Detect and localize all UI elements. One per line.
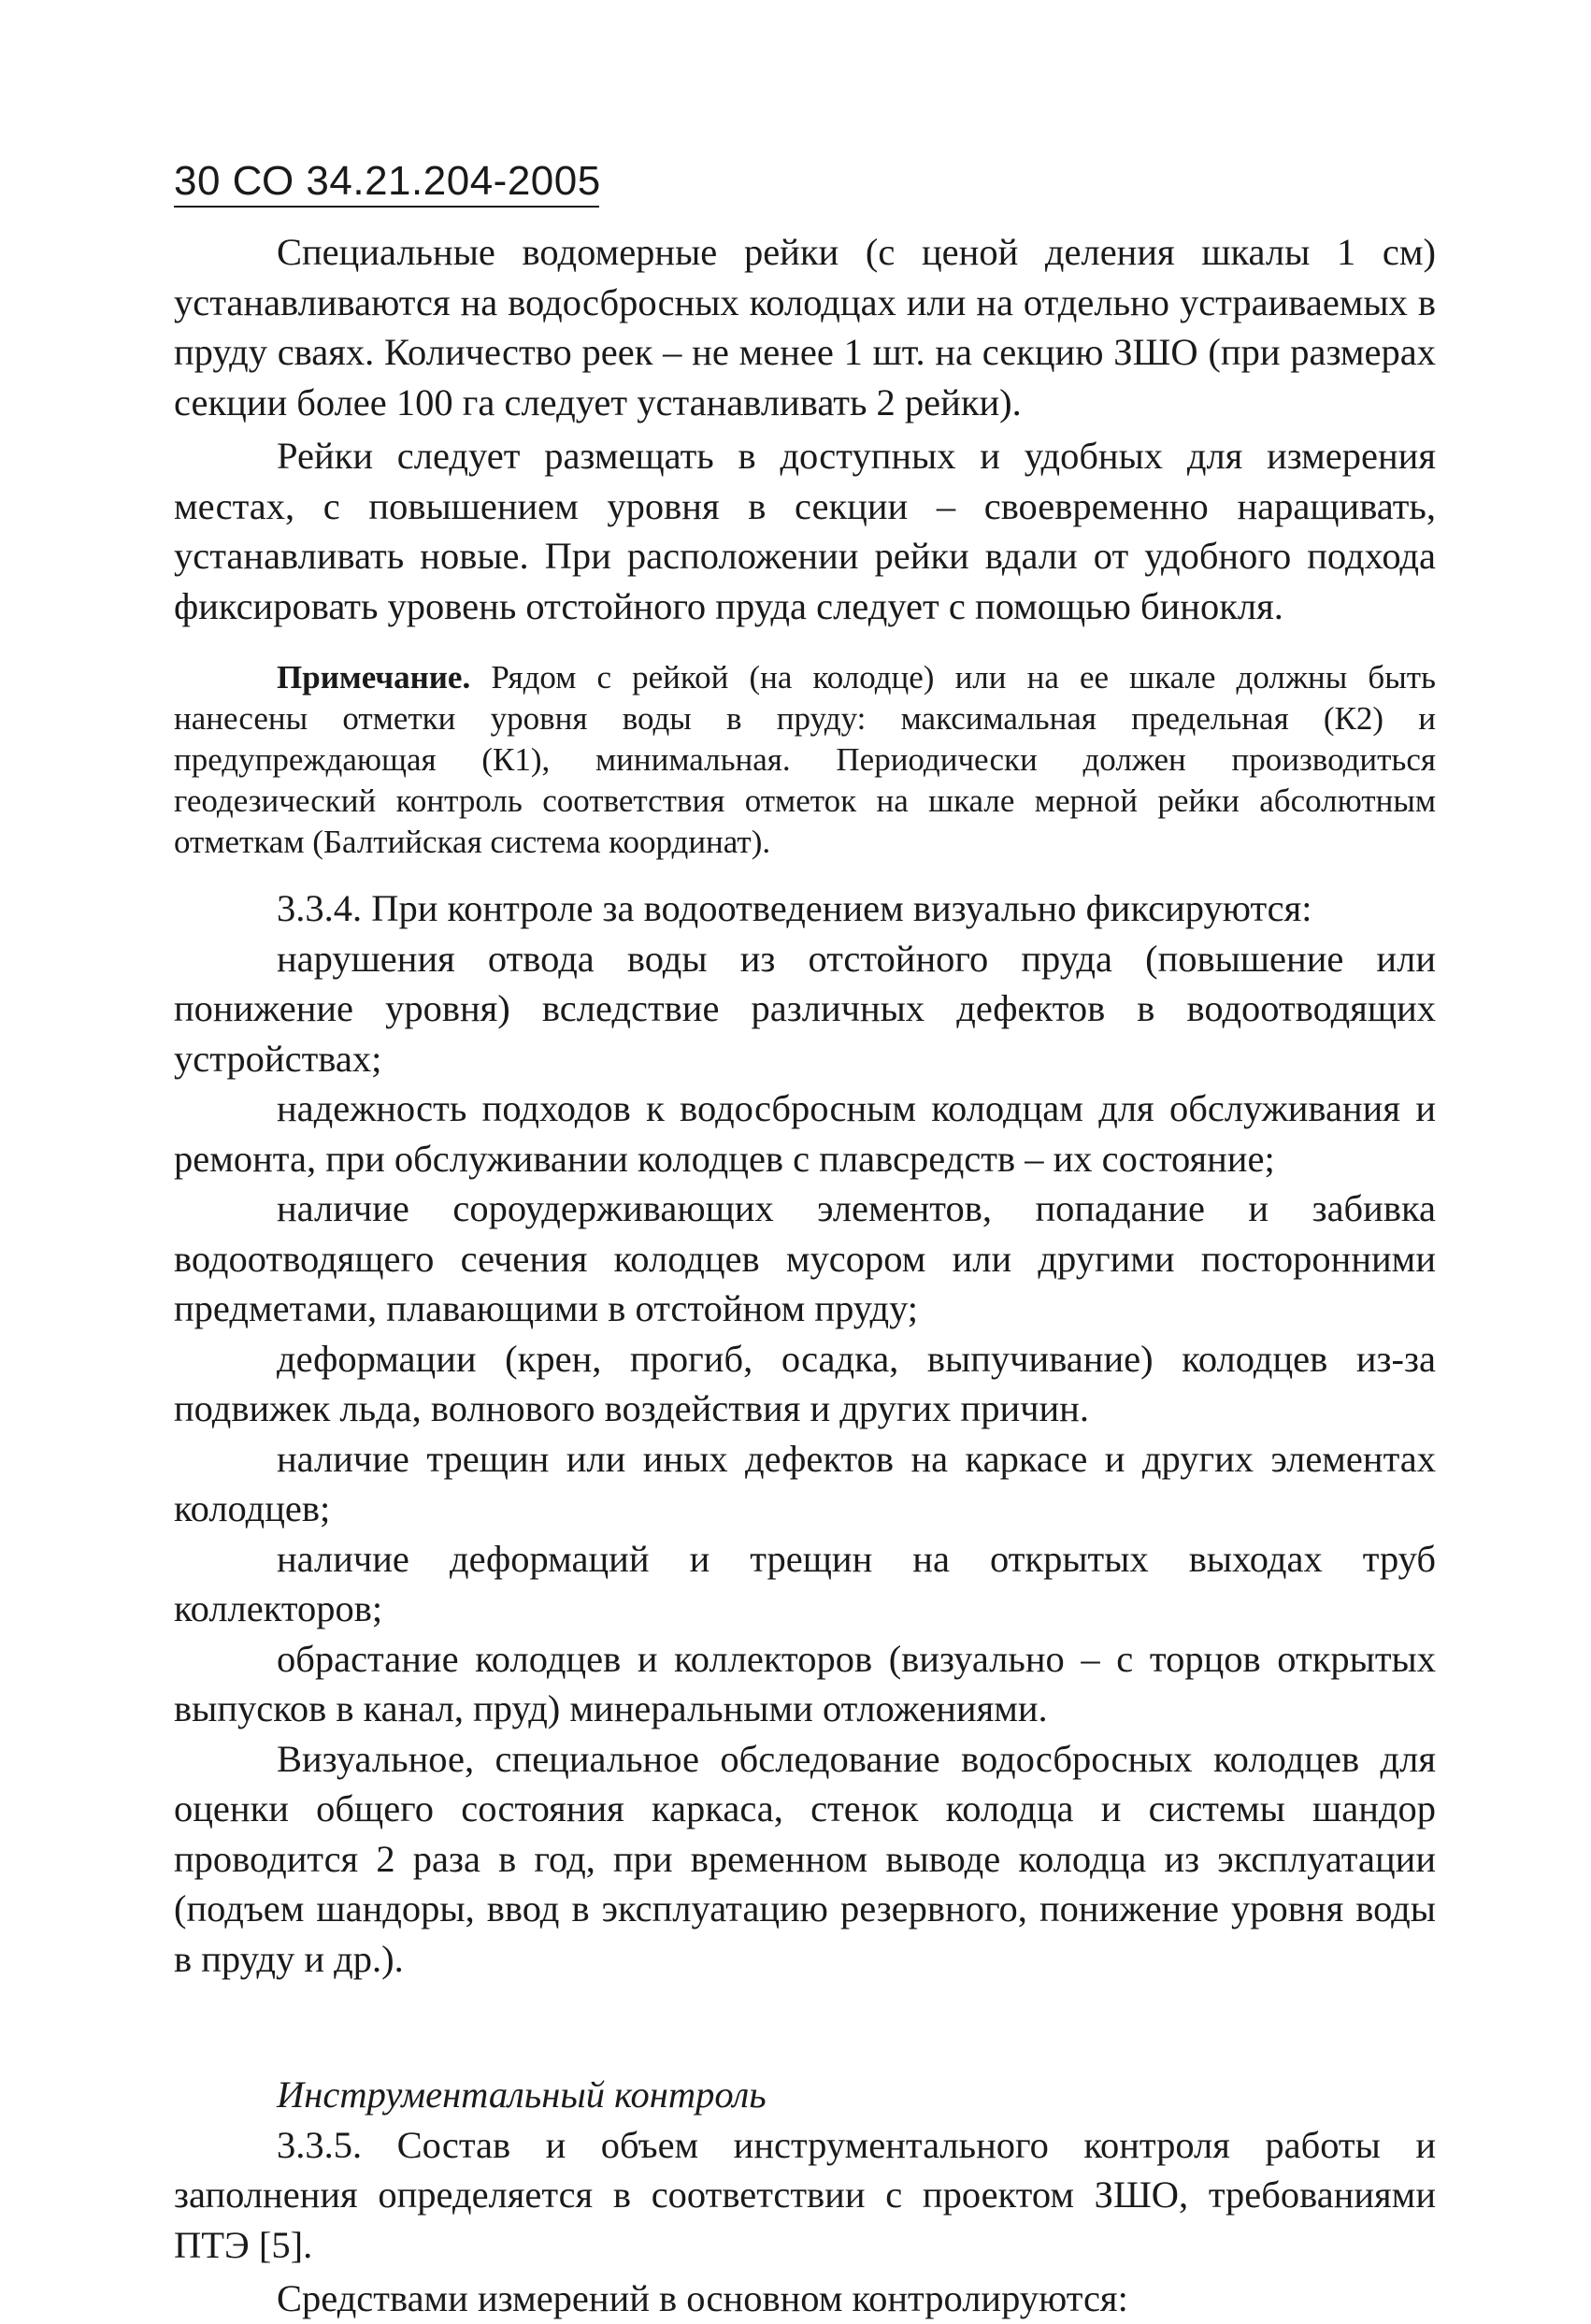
page-header-text: 30 СО 34.21.204-2005 [174,158,601,204]
paragraph-3-3-4: 3.3.4. При контроле за водоотведением визуально фиксируются: [277,887,1312,929]
list-item-collector-pipes: наличие деформаций и трещин на открытых выходах труб коллекторов; [174,1537,1436,1629]
paragraph-3-3-5: 3.3.5. Состав и объем инструментального контроля работы и заполнения определяется в соответствии с проектом ЗШО, требованиями ПТЭ [5]. [174,2123,1436,2266]
list-item-drainage-violations: нарушения отвода воды из отстойного пруда (повышение или понижение уровня) вследствие различных дефектов в водоотводящих устройствах; [174,937,1436,1080]
note-label: Примечание. [277,659,471,696]
paragraph-water-gauges: Специальные водомерные рейки (с ценой деления шкалы 1 см) устанавливаются на водосбросных колодцах или на отдельно устраиваемых в пруду сваях. Количество реек – не менее 1 шт. на секцию ЗШО (при размерах секции более 100 га следует устанавливать 2 рейки). [174,231,1436,423]
page-body [174,227,1436,2324]
note-text: Рядом с рейкой (на колодце) или на ее шкале должны быть нанесены отметки уровня воды в пруду: максимальная предельная (К2) и предупреждающая (К1), минимальная. Периодически должен производиться геодезический контроль соответствия отметок на шкале мерной рейки абсолютным отметкам (Балтийская система координат). [174,659,1436,860]
list-item-debris-elements: наличие сороудерживающих элементов, попадание и забивка водоотводящего сечения колодцев мусором или другими посторонними предметами, плавающими в отстойном пруду; [174,1187,1436,1329]
paragraph-measurement-means: Средствами измерений в основном контролируются: [277,2277,1128,2319]
note-paragraph [174,657,1436,863]
list-item-cracks: наличие трещин или иных дефектов на каркасе и других элементах колодцев; [174,1437,1436,1529]
paragraph-visual-inspection: Визуальное, специальное обследование водосбросных колодцев для оценки общего состояния каркаса, стенок колодца и системы шандор проводится 2 раза в год, при временном выводе колодца из эксплуатации (подъем шандоры, ввод в эксплуатацию резервного, понижение уровня воды в пруду и др.). [174,1737,1436,1980]
section-title-instrumental-control: Инструментальный контроль [277,2073,767,2116]
list-item-mineral-deposits: обрастание колодцев и коллекторов (визуально – с торцов открытых выпусков в канал, пруд) минеральными отложениями. [174,1637,1436,1729]
header-underline [174,206,599,208]
page-header [174,157,601,206]
list-item-deformations: деформации (крен, прогиб, осадка, выпучивание) колодцев из-за подвижек льда, волнового воздействия и других причин. [174,1337,1436,1429]
paragraph-gauge-placement: Рейки следует размещать в доступных и удобных для измерения местах, с повышением уровня в секции – своевременно наращивать, устанавливать новые. При расположении рейки вдали от удобного подхода фиксировать уровень отстойного пруда следует с помощью бинокля. [174,435,1436,627]
list-item-approach-reliability: надежность подходов к водосбросным колодцам для обслуживания и ремонта, при обслуживании колодцев с плавсредств – их состояние; [174,1087,1436,1180]
